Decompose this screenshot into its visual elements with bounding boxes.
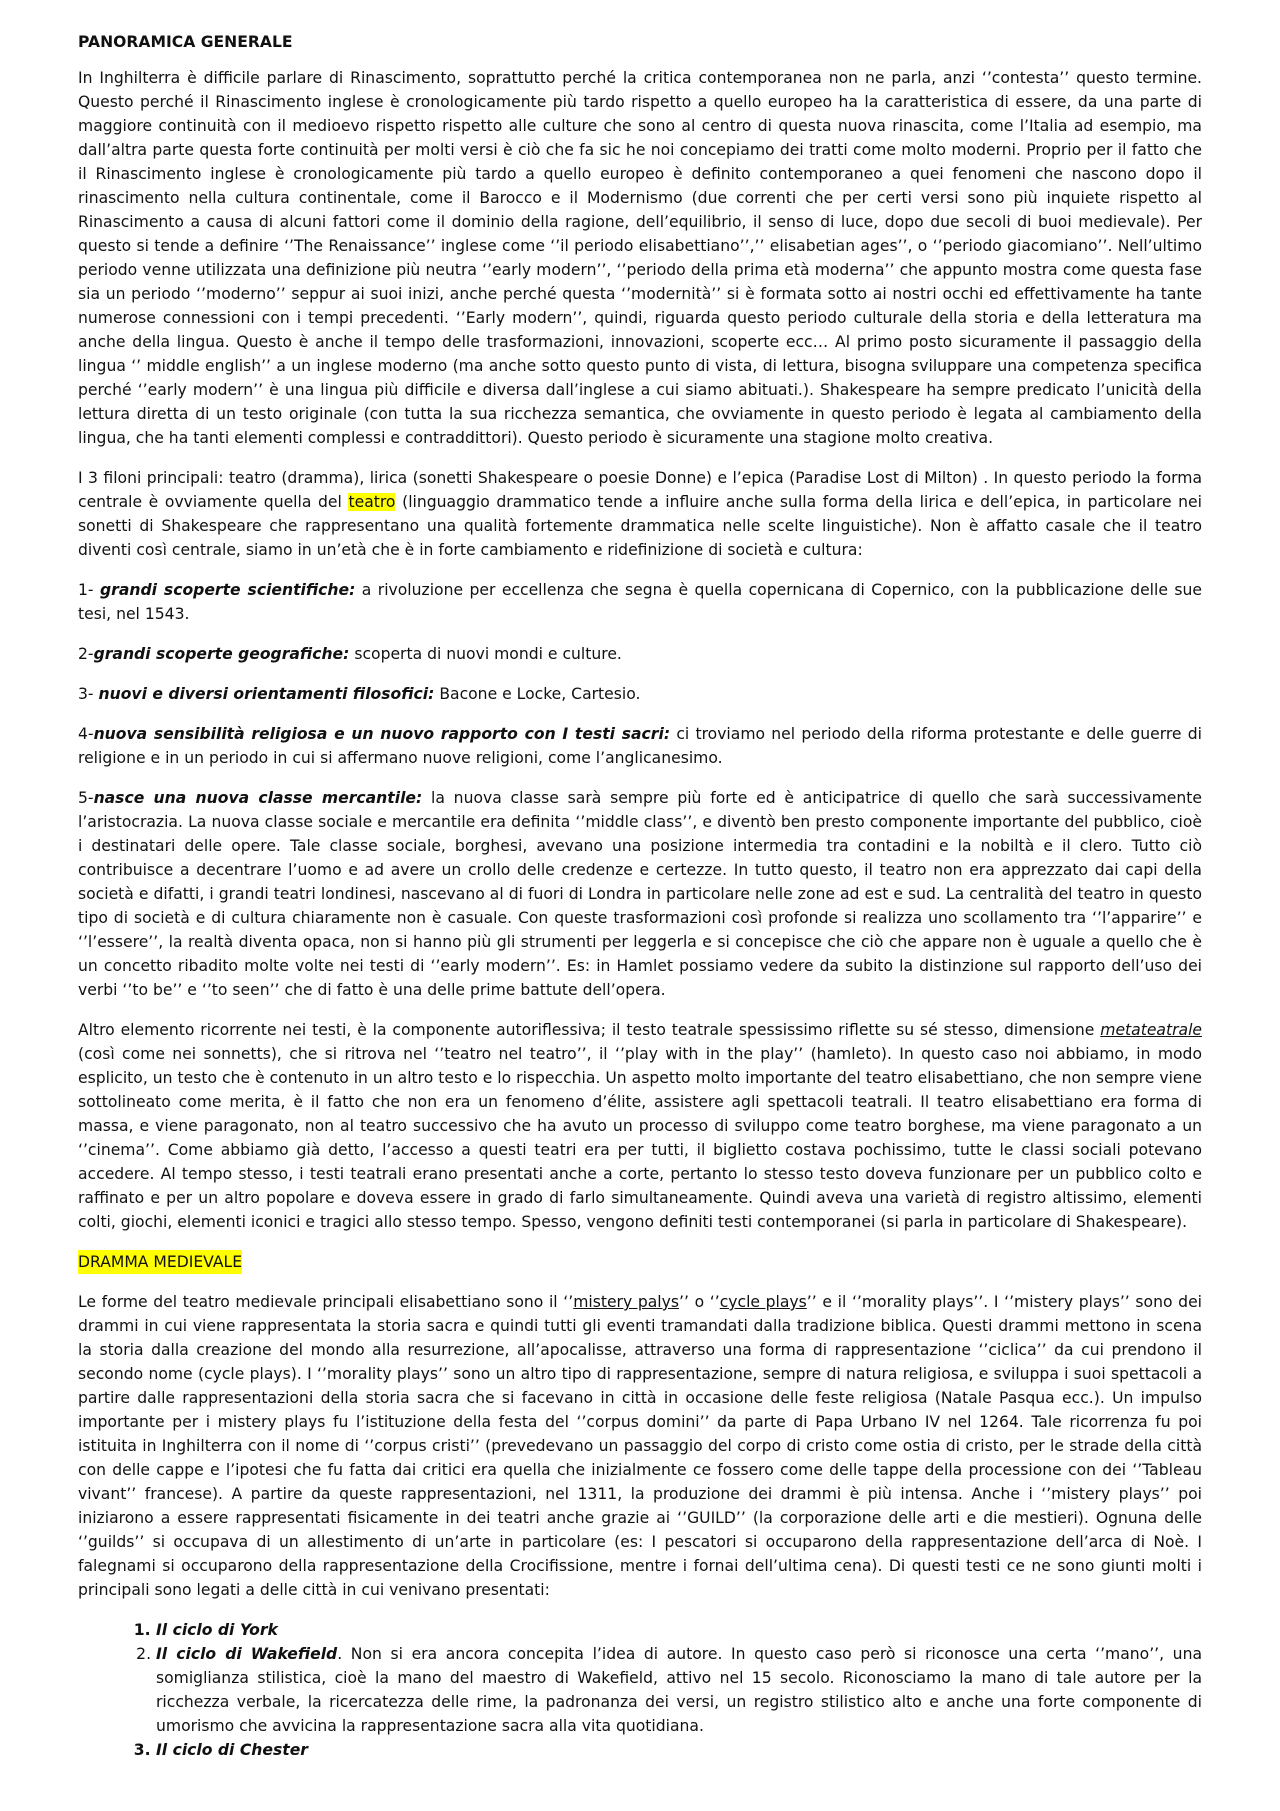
list-item-merchant-class [78, 786, 1202, 1002]
item-number: 3- [78, 685, 99, 703]
list-item-religious [78, 722, 1202, 770]
item-text: a rivoluzione per eccellenza che segna è quella copernicana di Copernico, con la pubblicazione delle sue tesi, nel 1543. [78, 581, 1202, 623]
cycles-list [78, 1618, 1202, 1762]
item-label: grandi scoperte scientifiche: [100, 581, 356, 599]
item-number: 4- [78, 725, 94, 743]
underlined-term-cycle-plays: cycle plays [719, 1293, 807, 1311]
text-run: ’’ o ‘’ [679, 1293, 720, 1311]
cycle-title: Il ciclo di Wakefield [156, 1645, 338, 1663]
item-number: 5- [78, 789, 94, 807]
document-title: PANORAMICA GENERALE [78, 33, 293, 51]
paragraph-metatheatre [78, 1018, 1202, 1234]
underlined-term-metateatrale: metateatrale [1100, 1021, 1202, 1039]
cycle-title: Il ciclo di York [156, 1621, 278, 1639]
highlighted-word-teatro: teatro [348, 493, 396, 511]
item-label: grandi scoperte geografiche: [93, 645, 350, 663]
text-run: Altro elemento ricorrente nei testi, è la componente autoriflessiva; il testo teatrale spessissimo riflette su sé stesso, dimensione [78, 1021, 1101, 1039]
cycle-item-chester [156, 1738, 1202, 1762]
paragraph-intro: In Inghilterra è difficile parlare di Rinascimento, soprattutto perché la critica contemporanea non ne parla, anzi ‘’contesta’’ questo termine. Questo perché il Rinascimento inglese è cronologicamente più tardo rispetto a quello europeo ha la caratteristica di essere, da una parte di maggiore continuità con il medioevo rispetto rispetto alle culture che sono al centro di questa nuova rinascita, come l’Italia ad esempio, ma dall’altra parte questa forte continuità per molti versi è ciò che fa sic he noi concepiamo dei tratti come molto moderni. Proprio per il fatto che il Rinascimento inglese è cronologicamente più tardo a quello europeo è definito contemporaneo a quei fenomeni che nascono dopo il rinascimento nella cultura continentale, come il Barocco e il Modernismo (due correnti che per certi versi sono più inquiete rispetto al Rinascimento a causa di alcuni fattori come il dominio della ragione, dell’equilibrio, il senso di luce, dopo due secoli di buoi medievale). Per questo si tende a definire ‘’The Renaissance’’ inglese come ‘’il periodo elisabettiano’’,’’ elisabetian ages’’, o ‘’periodo giacomiano’’. Nell’ultimo periodo venne utilizzata una definizione più neutra ‘’early modern’’, ‘’periodo della prima età moderna’’ che appunto mostra come questa fase sia un periodo ‘’moderno’’ seppur ai suoi inizi, anche perché questa ‘’modernità’’ si è formata sotto ai nostri occhi ed effettivamente ha tante numerose connessioni con i tempi precedenti. ‘’Early modern’’, quindi, riguarda questo periodo culturale della storia e della letteratura ma anche della lingua. Questo è anche il tempo delle trasformazioni, innovazioni, scoperte ecc… Al primo posto sicuramente il passaggio della lingua ‘’ middle english’’ a un inglese moderno (ma anche sotto questo punto di vista, di lettura, bisogna sviluppare una competenza specifica perché ‘’early modern’’ è una lingua più difficile e diversa dall’inglese a cui siamo abituati.). Shakespeare ha sempre predicato l’unicità della lettura diretta di un testo originale (con tutta la sua ricchezza semantica, che ovviamente in questo periodo è legata al cambiamento della lingua, che ha tanti elementi complessi e contraddittori). Questo periodo è sicuramente una stagione molto creativa. [78, 69, 1202, 447]
cycle-text: . Non si era ancora concepita l’idea di autore. In questo caso però si riconosce una certa ‘’mano’’, una somiglianza stilistica, cioè la mano del maestro di Wakefield, attivo nel 15 secolo. Riconosciamo la mano di tale autore per la ricchezza verbale, la ricercatezza delle rime, la padronanza dei versi, un registro stilistico alto e anche una forte componente di umorismo che avvicina la rappresentazione sacra alla vita quotidiana. [156, 1645, 1203, 1735]
item-number: 2- [78, 645, 94, 663]
cycle-item-york [156, 1618, 1202, 1642]
item-text: Bacone e Locke, Cartesio. [434, 685, 641, 703]
list-item-geographic [78, 642, 1202, 666]
item-number: 1- [78, 581, 94, 599]
list-item-philosophical [78, 682, 1202, 706]
paragraph-main-strands [78, 466, 1202, 562]
text-run: Le forme del teatro medievale principali elisabettiano sono il ‘’ [78, 1293, 574, 1311]
cycle-title: Il ciclo di Chester [156, 1741, 308, 1759]
section-heading-medieval-drama: DRAMMA MEDIEVALE [78, 1250, 242, 1274]
text-run: I 3 filoni principali: teatro (dramma), lirica (sonetti Shakespeare o poesie Donne) e l’epica (Paradise Lost di Milton) . In questo periodo la forma centrale è ovviamente quella del [78, 469, 1202, 511]
cycle-item-wakefield [156, 1642, 1202, 1738]
item-text: scoperta di nuovi mondi e culture. [349, 645, 622, 663]
item-label: nasce una nuova classe mercantile: [93, 789, 423, 807]
text-run: (così come nei sonnetts), che si ritrova nel ‘’teatro nel teatro’’, il ‘’play with in the play’’ (hamleto). In questo caso noi abbiamo, in modo esplicito, un testo che è contenuto in un altro testo e lo rispecchia. Un aspetto molto importante del teatro elisabettiano, che non sempre viene sottolineato come merita, è il fatto che non era un fenomeno d’élite, assistere agli spettacoli teatrali. Il teatro elisabettiano era forma di massa, e viene paragonato, non al teatro successivo che ha avuto un processo di sviluppo come teatro borghese, ma viene paragonato a un ‘’cinema’’. Come abbiamo già detto, l’accesso a questi teatri era per tutti, il biglietto costava pochissimo, tutte le classi sociali potevano accedere. Al tempo stesso, i testi teatrali erano presentati anche a corte, pertanto lo stesso testo doveva funzionare per un pubblico colto e raffinato e per un altro popolare e doveva essere in grado di farlo simultaneamente. Quindi aveva una varietà di registro altissimo, elementi colti, giochi, elementi iconici e tragici allo stesso tempo. Spesso, vengono definiti testi contemporanei (si parla in particolare di Shakespeare). [78, 1045, 1202, 1231]
text-run: ’’ e il ‘’morality plays’’. I ‘’mistery plays’’ sono dei drammi in cui viene rappresentata la storia sacra e quindi tutti gli eventi tramandati dalla tradizione biblica. Questi drammi mettono in scena la storia dalla creazione del mondo alla resurrezione, all’apocalisse, attraverso una forma di rappresentazione ‘’ciclica’’ da cui prendono il secondo nome (cycle plays). I ‘’morality plays’’ sono un altro tipo di rappresentazione, sempre di natura religiosa, e sviluppa i suoi spettacoli a partire dalle rappresentazioni della storia sacra che si facevano in città in occasione delle feste religiosa (Natale Pasqua ecc.). Un impulso importante per i mistery plays fu l’istituzione della festa del ‘’corpus domini’’ da parte di Papa Urbano IV nel 1264. Tale ricorrenza fu poi istituita in Inghilterra con il nome di ‘’corpus cristi’’ (prevedevano un passaggio del corpo di cristo come ostia di cristo, per le strade della città con delle cappe e l’ipotesi che fu fatta dai critici era quella che inizialmente ce fossero come delle tappe della processione con dei ‘’Tableau vivant’’ francese). A partire da queste rappresentazioni, nel 1311, la produzione dei drammi è più intensa. Anche i ‘’mistery plays’’ poi iniziarono a essere rappresentati fisicamente in dei teatri anche grazie ai ‘’GUILD’’ (la corporazione delle arti e die mestieri). Ognuna delle ‘’guilds’’ si occupava di un allestimento di un’arte in particolare (es: I pescatori si occuparono della rappresentazione dell’arca di Noè. I falegnami si occuparono della rappresentazione della Crocifissione, mentre i fornai dell’ultima cena). Di questi testi ce ne sono giunti molti i principali sono legati a delle città in cui venivano presentati: [78, 1293, 1202, 1599]
item-text: la nuova classe sarà sempre più forte ed è anticipatrice di quello che sarà successivamente l’aristocrazia. La nuova classe sociale e mercantile era definita ‘’middle class’’, e diventò ben presto componente importante del pubblico, cioè i destinatari delle opere. Tale classe sociale, borghesi, avevano una posizione intermedia tra contadini e la nobiltà e il clero. Tutto ciò contribuisce a decentrare l’uomo e ad avere un crollo delle credenze e certezze. In tutto questo, il teatro non era apprezzato dai capi della società e difatti, i grandi teatri londinesi, nascevano al di fuori di Londra in particolare nelle zone ad est e sud. La centralità del teatro in questo tipo di società e di cultura chiaramente non è casuale. Con queste trasformazioni così profonde si realizza uno scollamento tra ‘’l’apparire’’ e ‘’l’essere’’, la realtà diventa opaca, non si hanno più gli strumenti per leggerla e si concepisce che ciò che appare non è uguale a quello che è un concetto ribadito molte volte nei testi di ‘’early modern’’. Es: in Hamlet possiamo vedere da subito la distinzione sul rapporto dell’uso dei verbi ‘’to be’’ e ‘’to seen’’ che di fatto è una delle prime battute dell’opera. [78, 789, 1202, 999]
item-text: ci troviamo nel periodo della riforma protestante e delle guerre di religione e in un periodo in cui si affermano nuove religioni, come l’anglicanesimo. [78, 725, 1203, 767]
item-label: nuovi e diversi orientamenti filosofici: [98, 685, 435, 703]
paragraph-medieval-drama [78, 1290, 1202, 1602]
underlined-term-mistery-plays: mistery palys [573, 1293, 679, 1311]
list-item-scientific [78, 578, 1202, 626]
item-label: nuova sensibilità religiosa e un nuovo rapporto con I testi sacri: [93, 725, 671, 743]
text-run: (linguaggio drammatico tende a influire anche sulla forma della lirica e dell’epica, in particolare nei sonetti di Shakespeare che rappresentano una qualità fortemente drammatica nelle scelte linguistiche). Non è affatto casale che il teatro diventi così centrale, siamo in un’età che è in forte cambiamento e ridefinizione di società e cultura: [78, 493, 1202, 559]
